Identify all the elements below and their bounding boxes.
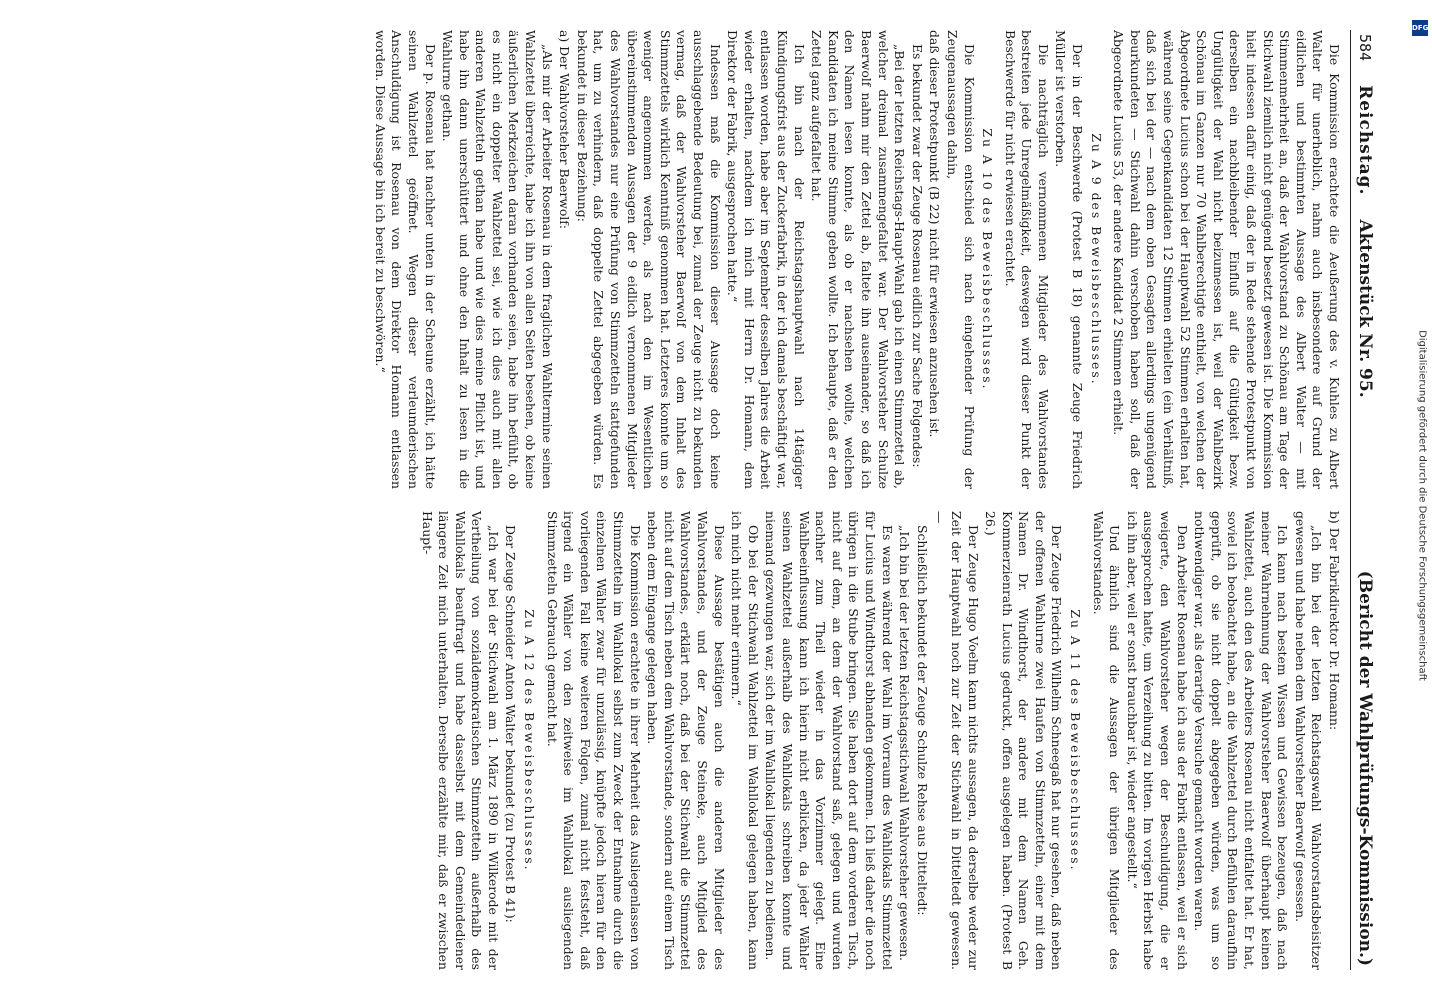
paragraph: „Ich war bei der Stichwahl am 1. März 1890 in Wilkerode mit der Vertheilung von sozialdemokratischen Stimmzetteln außerhalb des Wahllokals beauftragt und habe dasselbst mit dem Gemeindediener längere Zeit mich unterhalten. Derselbe erzählte mir, daß er zwischen Haupt- — [419, 511, 501, 970]
paragraph: Ob bei der Stichwahl Wahlzettel im Wahllokal gelegen haben, kann ich mich nicht mehr erinnern.“ — [729, 511, 761, 970]
paragraph: Diese Aussage bestätigen auch die anderen Mitglieder des Wahlvorstandes, und der Zeuge Steineke, auch Mitglied des Wahlvorstandes, erklärt noch, daß bei der Stichwahl die Stimmzettel nicht auf dem Tisch neben dem Wahlvorstande, sondern auf einem Tisch neben dem Eingange gelegen haben. — [645, 511, 727, 970]
paragraph: daß dieser Protestpunkt (B 22) nicht für erwiesen anzusehen ist. — [927, 30, 943, 438]
scanned-page — [51, 20, 1381, 980]
paragraph: Der in der Beschwerde (Protest B 18) genannte Zeuge Friedrich Müller ist verstorben. — [1053, 30, 1086, 489]
paragraph: „Bei der letzten Reichstags-Haupt-Wahl gab ich einen Stimmzettel ab, welcher dreimal zusammengefaltet war. Der Wahlvorsteher Schulze Baerwolf nahm mir den Zettel ab, faltete ihn auseinander, so daß ich den Namen lesen konnte, als ob er nachsehen wollte, welchen Kandidaten ich meine Stimme geben wollte. Ich behaupte, daß er den Zettel ganz aufgefaltet hat. — [809, 30, 908, 489]
paragraph: „Ich bin bei der letzten Reichstagswahl Wahlvorstandsbeisitzer gewesen und habe neben dem Wahlvorsteher Baerwolf gesessen. — [1292, 511, 1325, 970]
paragraph: Die nachträglich vernommenen Mitglieder des Wahlvorstandes bestreiten jede Unregelmäßigkeit, deswegen wird dieser Punkt der Beschwerde für nicht erwiesen erachtet. — [1002, 30, 1051, 489]
paragraph: Die Kommission erachtete in ihrer Mehrheit das Ausliegenlassen von Stimmzetteln im Wahllokal selbst zum Zweck der Entnahme durch die einzelnen Wähler zwar für unzulässig, knüpfte jedoch hieran für den vorliegenden Fall keine weiteren Folgen, zumal nicht feststeht, daß irgend ein Wähler von den zeitweise im Wahllokal ausliegenden Stimmzetteln Gebrauch gemacht hat. — [544, 511, 643, 970]
right-column — [72, 511, 1342, 970]
section-heading: Zu A 11 des Beweisbeschlusses. — [1068, 609, 1084, 872]
paragraph: a) Der Wahlvorsteher Baerwolf: — [557, 30, 573, 230]
paragraph: Der Zeuge Hugo Voelm kann nichts aussagen, da derselbe weder zur Zeit der Hauptwahl noch zur Zeit der Stichwahl in Ditteltedt gewesen. — — [932, 511, 981, 970]
paragraph: Den Arbeiter Rosenau habe ich aus der Fabrik entlassen, weil er sich weigerte, den Wahlvorsteher wegen der Beschuldigung, die er ausgesprochen hatte, um Verzeihung zu bitten. Im vorigen Herbst habe ich ihn aber, weil er sonst brauchbar ist, wieder angestellt.“ — [1124, 511, 1190, 970]
paragraph: Es waren während der Wahl im Vorraum des Wahllokals Stimmzettel für Lucius und Windthorst abhanden gekommen. Ich ließ daher die noch übrigen in die Stube bringen. Sie haben dort auf dem vorderen Tisch, nicht auf dem, an dem der Wahlvorstand saß, gelegen und wurden nachher zum Theil wieder in das Vorzimmer gelegt. Eine Wahlbeeinflussung kann ich hierin nicht erblicken, da jeder Wähler seinen Wahlzettel außerhalb des Wahllokals schreiben konnte und niemand gezwungen war, sich der im Wahllokal liegenden zu bedienen. — [763, 511, 895, 970]
page-header — [1350, 30, 1381, 970]
dfg-logo: DFG — [1412, 20, 1428, 36]
document-number: Aktenstück Nr. 95. — [1355, 219, 1375, 398]
paragraph: Die Kommission erachtete die Aeußerung des v. Kuhles zu Albert Walter für unerheblich, nahm auch insbesondere auf Grund der eidlichen und bestimmten Aussage des Albert Walter — mit Stimmenmehrheit an, daß der Wahlvorstand zu Schönau am Tage der Stichwahl ziemlich nicht genügend besetzt gewesen ist. Die Kommission hielt indessen dafür einig, daß der in Rede stehende Protestpunkt von derselben ein nachbleibender Einfluß auf die Gültigkeit bezw. Ungültigkeit der Wahl nicht beizumessen ist, weil der Wahlbezirk Schönau im Ganzen nur 70 Wahlberechtigte enthielt, von welchen der Abgeordnete Lucius schon bei der Hauptwahl 52 Stimmen erhalten hat, während seine Gegenkandidaten 12 Stimmen erhielten (ein Verhältniß, daß sich bei der — nach dem oben Gesagten allerdings ungenügend beurkundeten — Stichwahl dahin verschoben haben soll, daß der Abgeordnete Lucius 53, der andere Kandidat 2 Stimmen erhielt. — [1111, 30, 1342, 489]
paragraph: Ich kann nach bestem Wissen und Gewissen bezeugen, daß nach meiner Wahrnehmung der Wahlvorsteher Baerwolf überhaupt keinen Wahlzettel, auch den des Arbeiters Rosenau nicht entfaltet hat. Er hat, soviel ich beobachtet habe, an die Wahlzettel durch Befühlen daraufhin geprüft, ob sie nicht doppelt abgegeben würden, was um so nothwendiger war, als derartige Versuche gemacht worden waren. — [1192, 511, 1291, 970]
funding-credit: Digitalisierung gefördert durch die Deutsche Forschungsgemeinschaft — [1416, 330, 1428, 681]
paragraph: b) Der Fabrikdirektor Dr. Homann: — [1327, 511, 1342, 731]
paragraph: Schließlich bekundet der Zeuge Schulze Rehse aus Ditteltedt: — [914, 525, 930, 916]
page-number: 584 — [1356, 34, 1374, 62]
paragraph: Ich bin nach der Reichstagshauptwahl nach 14tägiger Kündigungsfrist aus der Zuckerfabrik, in der ich damals beschäftigt war, entlassen worden, habe aber im September desselben Jahres die Arbeit wieder erhalten, nachdem ich mich mit Herrn Dr. Homann, dem Direktor der Fabrik, ausgesprochen hatte.“ — [725, 30, 807, 489]
paragraph: Der Zeuge Friedrich Wilhelm Schneegaß hat nur gesehen, daß neben der offenen Wahlurne zwei Haufen von Stimmzetteln, einer mit dem Namen Dr. Windthorst, der andere mit dem Namen Geh. Kommerzienrath Lucius gedruckt, offen ausgelegen haben. (Protest B 26.) — [983, 511, 1065, 970]
text-columns — [72, 30, 1350, 970]
paragraph: Der Zeuge Schneider Anton Walter bekundet (zu Protest B 41): — [503, 525, 519, 923]
section-heading: Zu A 12 des Beweisbeschlusses. — [522, 609, 538, 872]
funding-sidebar — [1412, 20, 1430, 980]
paragraph: Der p. Rosenau hat nachher unten in der Scheune erzählt, ich hätte seinen Wahlzettel geöffnet. Wegen dieser verleumderischen Anschuldigung ist Rosenau von dem Direktor Homann entlassen worden. Diese Aussage bin ich bereit zu beschwören.“ — [372, 30, 438, 489]
paragraph: Es bekundet zwar der Zeuge Rosenau eidlich zur Sache Folgendes: — [909, 44, 925, 468]
left-column — [72, 30, 1342, 489]
paragraph: „Als mir der Arbeiter Rosenau in dem fraglichen Wahltermine seinen Wahlzettel überreichte, habe ich ihn von allen Seiten besehen, ob keine äußerlichen Merkzeichen daran vorhanden seien, habe ihn befühlt, ob es nicht ein doppelter Wahlzettel sei, wie ich dies auch mit allen anderen Wahlzetteln gethan habe und wie dies meine Pflicht ist, und habe ihn dann unerschüttert und ohne den Inhalt zu lesen in die Wahlurne gethan. — [440, 30, 555, 489]
publication-title: Reichstag. — [1355, 85, 1375, 196]
paragraph: Die Kommission entschied sich nach eingehender Prüfung der Zeugenaussagen dahin, — [944, 30, 977, 489]
report-title: (Bericht der Wahlprüfungs-Kommission.) — [1355, 570, 1375, 966]
section-heading: Zu A 9 des Beweisbeschlusses. — [1088, 133, 1104, 386]
paragraph: Indessen maß die Kommission dieser Aussage doch keine ausschlaggebende Bedeutung bei, zumal der Zeuge nicht zu bekunden vermag, daß der Wahlvorsteher Baerwolf von dem Inhalt des Stimmzettels wirklich Kenntniß genommen hat. Letzteres konnte um so weniger angenommen werden, als nach den im Wesentlichen übereinstimmenden Aussagen der 9 eidlich vernommenen Mitglieder des Wahlvorstandes nur eine Prüfung von Stimmzetteln stattgefunden hat, um zu verhindern, daß doppelte Zettel abgegeben würden. Es bekundet in dieser Beziehung: — [574, 30, 723, 489]
paragraph: Und ähnlich sind die Aussagen der übrigen Mitglieder des Wahlvorstandes. — [1090, 511, 1123, 970]
section-heading: Zu A 10 des Beweisbeschlusses. — [980, 128, 996, 391]
paragraph: „Ich bin bei der letzten Reichstagsstichwahl Wahlvorsteher gewesen. — [897, 525, 913, 961]
